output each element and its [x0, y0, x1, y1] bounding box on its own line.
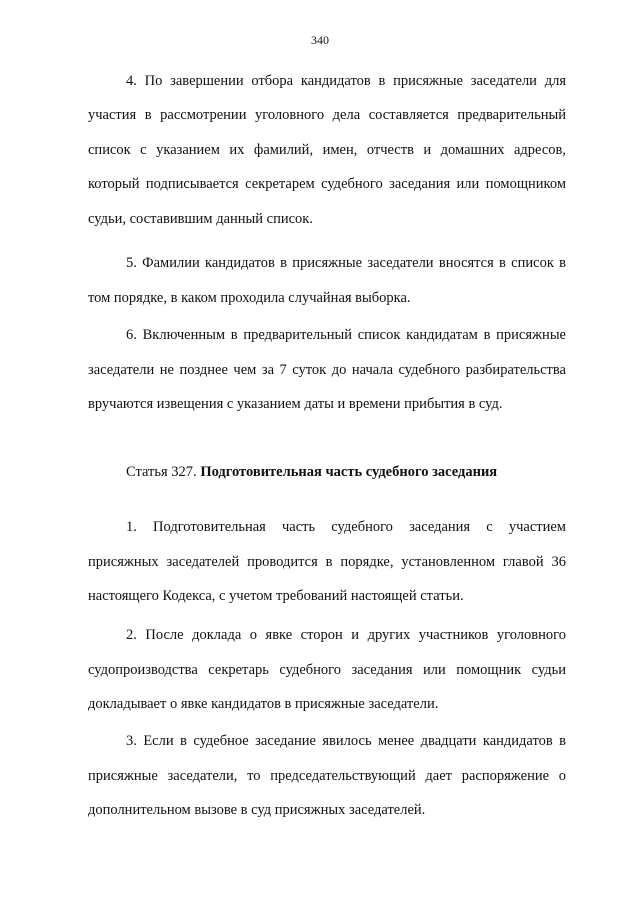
paragraph-4-line: 4. По завершении отбора кандидатов в присяжные заседатели для	[126, 73, 566, 89]
paragraph-6-line: заседатели не позднее чем за 7 суток до начала судебного разбирательства	[88, 361, 566, 378]
paragraph-4	[88, 64, 566, 99]
article-paragraph-1-line: настоящего Кодекса, с учетом требований настоящей статьи.	[88, 588, 464, 604]
article-title: Подготовительная часть судебного заседания	[200, 464, 498, 480]
article-paragraph-2-line: докладывает о явке кандидатов в присяжные заседатели.	[88, 696, 439, 712]
paragraph-4-line: который подписывается секретарем судебного заседания или помощником	[88, 176, 566, 192]
paragraph-5	[88, 246, 566, 315]
paragraph-6-line: 6. Включенным в предварительный список кандидатам в присяжные	[126, 327, 566, 343]
article-paragraph-2-line: 2. После доклада о явке сторон и других участников уголовного	[126, 627, 566, 643]
article-paragraph-2	[88, 618, 566, 722]
article-paragraph-1	[88, 510, 566, 614]
article-number: Статья 327.	[126, 464, 197, 480]
article-paragraph-1-line: присяжных заседателей проводится в порядке, установленном главой 36	[88, 553, 566, 570]
article-paragraph-3-line: 3. Если в судебное заседание явилось менее двадцати кандидатов в	[126, 733, 566, 749]
article-paragraph-3	[88, 724, 566, 828]
paragraph-4-line: участия в рассмотрении уголовного дела составляется предварительный	[88, 107, 566, 123]
paragraph-4-line: судьи, составившим данный список.	[88, 210, 313, 227]
article-paragraph-2-line: судопроизводства секретарь судебного заседания или помощник судьи	[88, 661, 566, 678]
paragraph-5-line: 5. Фамилии кандидатов в присяжные заседатели вносятся в список в	[126, 255, 566, 271]
page-number: 340	[311, 33, 329, 47]
paragraph-5-line: том порядке, в каком проходила случайная выборка.	[88, 289, 411, 306]
paragraph-6-line: вручаются извещения с указанием даты и времени прибытия в суд.	[88, 396, 503, 412]
article-paragraph-3-line: дополнительном вызове в суд присяжных заседателей.	[88, 802, 426, 818]
paragraph-4-line: список с указанием их фамилий, имен, отчеств и домашних адресов,	[88, 141, 566, 158]
article-heading	[126, 462, 497, 482]
paragraph-6	[88, 318, 566, 422]
paragraph-4-body	[88, 98, 566, 236]
article-paragraph-1-line: 1. Подготовительная часть судебного заседания с участием	[126, 519, 566, 535]
article-paragraph-3-line: присяжные заседатели, то председательствующий дает распоряжение о	[88, 767, 566, 784]
